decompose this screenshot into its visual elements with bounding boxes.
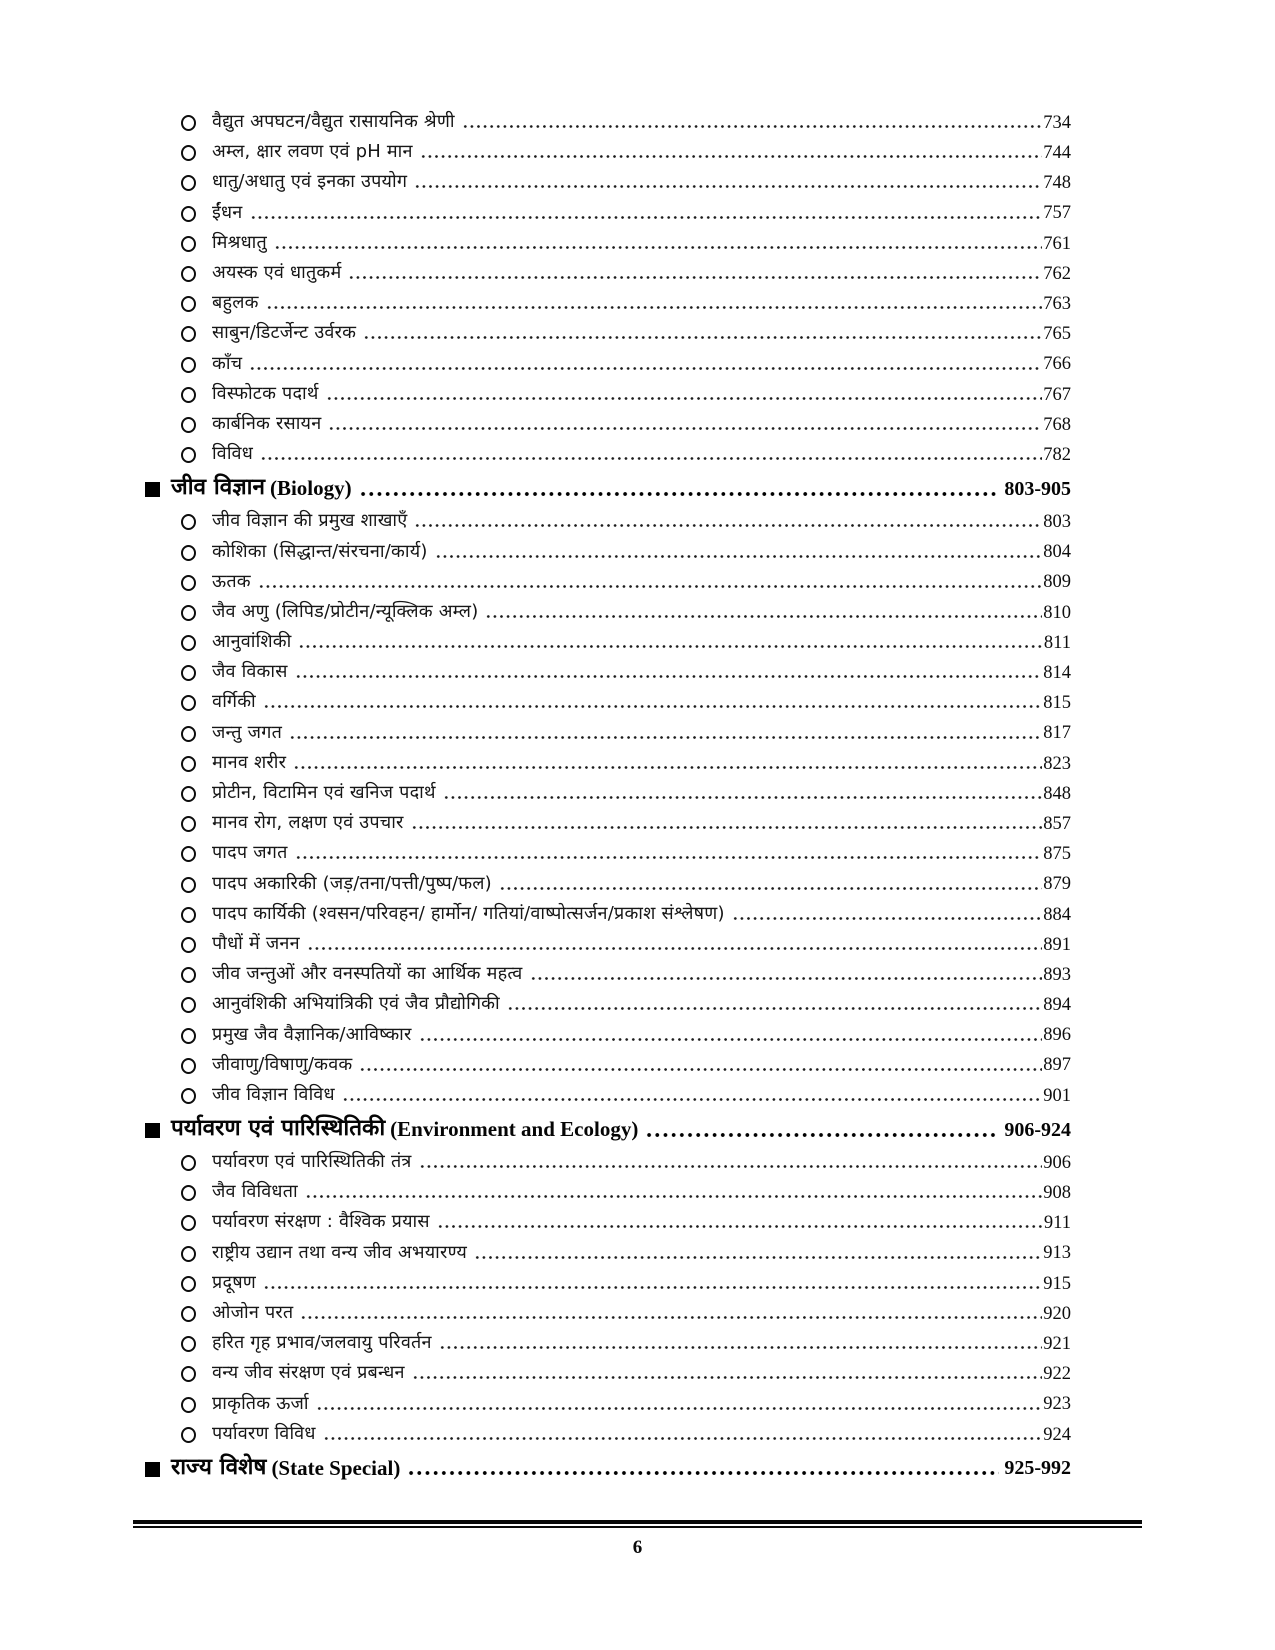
dot-leader: [250, 214, 1043, 221]
toc-item-label: जीव विज्ञान की प्रमुख शाखाएँ: [212, 510, 408, 532]
toc-item-page-number: 767: [1043, 384, 1071, 405]
dot-leader-bold: [645, 1131, 999, 1139]
section-page-range: 925-992: [1004, 1457, 1071, 1480]
dot-leader: [412, 1374, 1043, 1381]
toc-item-label: विविध: [212, 443, 254, 465]
toc-item-page-number: 891: [1043, 934, 1071, 955]
dot-leader: [439, 1344, 1043, 1351]
toc-item-row: [145, 688, 1071, 718]
circle-bullet-icon: [181, 1306, 196, 1322]
toc-item-row: [145, 229, 1071, 259]
toc-item-page-number: 857: [1043, 813, 1071, 834]
toc-item-page-number: 763: [1043, 293, 1071, 314]
circle-bullet-icon: [181, 756, 196, 772]
circle-bullet-icon: [181, 1058, 196, 1074]
dot-leader: [474, 1254, 1042, 1261]
circle-bullet-icon: [181, 846, 196, 862]
dot-leader: [359, 1066, 1042, 1073]
toc-item-row: [145, 380, 1071, 410]
toc-item-label: जैव विविधता: [212, 1181, 298, 1203]
toc-item-label: पौधों में जनन: [212, 932, 300, 954]
circle-bullet-icon: [181, 1397, 196, 1413]
circle-bullet-icon: [181, 326, 196, 342]
toc-item-row: [145, 108, 1071, 138]
circle-bullet-icon: [181, 1246, 196, 1262]
dot-leader: [300, 1314, 1042, 1321]
toc-item-label: जैव विकास: [212, 661, 288, 683]
circle-bullet-icon: [181, 1215, 196, 1231]
toc-item-page-number: 906: [1043, 1152, 1071, 1173]
section-page-range: 906-924: [1004, 1118, 1071, 1141]
dot-leader: [411, 824, 1043, 831]
circle-bullet-icon: [181, 1088, 196, 1104]
dot-leader: [507, 1005, 1042, 1012]
section-title-english: (State Special): [271, 1455, 401, 1480]
circle-bullet-icon: [181, 545, 196, 561]
toc-item-page-number: 922: [1043, 1364, 1071, 1385]
toc-item-page-number: 915: [1043, 1273, 1071, 1294]
toc-item-page-number: 897: [1043, 1055, 1071, 1076]
dot-leader: [414, 522, 1042, 529]
toc-item-page-number: 896: [1043, 1025, 1071, 1046]
dot-leader: [732, 915, 1043, 922]
dot-leader: [263, 1284, 1042, 1291]
toc-item-row: [145, 1148, 1071, 1178]
dot-leader: [263, 703, 1042, 710]
toc-item-label: वर्गिकी: [212, 691, 256, 713]
circle-bullet-icon: [181, 726, 196, 742]
circle-bullet-icon: [181, 695, 196, 711]
dot-leader: [485, 613, 1042, 620]
toc-item-label: मानव शरीर: [212, 751, 287, 773]
circle-bullet-icon: [181, 1185, 196, 1201]
circle-bullet-icon: [181, 1427, 196, 1443]
circle-bullet-icon: [181, 1276, 196, 1292]
dot-leader: [274, 244, 1042, 251]
toc-item-label: ओजोन परत: [212, 1302, 294, 1324]
circle-bullet-icon: [181, 816, 196, 832]
section-page-range: 803-905: [1004, 477, 1071, 500]
toc-item-page-number: 921: [1043, 1333, 1071, 1354]
toc-item-page-number: 766: [1043, 354, 1071, 375]
circle-bullet-icon: [181, 175, 196, 191]
toc-item-page-number: 924: [1043, 1424, 1071, 1445]
toc-item-label: जीव जन्तुओं और वनस्पतियों का आर्थिक महत्व: [212, 963, 523, 985]
toc-item-label: राष्ट्रीय उद्यान तथा वन्य जीव अभयारण्य: [212, 1241, 467, 1263]
toc-item-label: पादप कार्यिकी (श्वसन/परिवहन/ हार्मोन/ गतियां/वाष्पोत्सर्जन/प्रकाश संश्लेषण): [212, 902, 725, 924]
dot-leader: [414, 183, 1042, 190]
square-bullet-icon: [145, 1123, 160, 1138]
circle-bullet-icon: [181, 1366, 196, 1382]
toc-item-label: कोशिका (सिद्धान्त/संरचना/कार्य): [212, 540, 428, 562]
toc-item-page-number: 894: [1043, 995, 1071, 1016]
toc-item-page-number: 901: [1043, 1085, 1071, 1106]
dot-leader: [305, 1193, 1042, 1200]
circle-bullet-icon: [181, 514, 196, 530]
toc-item-row: [145, 1081, 1071, 1111]
toc-item-label: विस्फोटक पदार्थ: [212, 382, 319, 404]
circle-bullet-icon: [181, 1028, 196, 1044]
dot-leader: [323, 1435, 1043, 1442]
dot-leader: [419, 1163, 1043, 1170]
circle-bullet-icon: [181, 266, 196, 282]
toc-item-row: [145, 779, 1071, 809]
dot-leader: [348, 274, 1042, 281]
toc-item-page-number: 920: [1043, 1303, 1071, 1324]
toc-item-row: [145, 1269, 1071, 1299]
dot-leader: [316, 1405, 1043, 1412]
toc-item-page-number: 879: [1043, 874, 1071, 895]
toc-item-row: [145, 870, 1071, 900]
toc-item-page-number: 811: [1043, 632, 1071, 653]
toc-item-page-number: 923: [1043, 1394, 1071, 1415]
toc-item-row: [145, 1178, 1071, 1208]
dot-leader: [419, 1036, 1043, 1043]
circle-bullet-icon: [181, 605, 196, 621]
toc-section-heading-row: [145, 1111, 1071, 1148]
circle-bullet-icon: [181, 967, 196, 983]
toc-item-row: [145, 900, 1071, 930]
dot-leader: [289, 734, 1042, 741]
toc-item-row: [145, 960, 1071, 990]
circle-bullet-icon: [181, 357, 196, 373]
dot-leader: [266, 304, 1043, 311]
toc-item-label: पर्यावरण विविध: [212, 1422, 316, 1444]
toc-item-label: हरित गृह प्रभाव/जलवायु परिवर्तन: [212, 1332, 432, 1354]
toc-item-label: मिश्रधातु: [212, 231, 267, 253]
circle-bullet-icon: [181, 447, 196, 463]
toc-item-page-number: 757: [1043, 203, 1071, 224]
toc-item-row: [145, 289, 1071, 319]
section-title-hindi: पर्यावरण एवं पारिस्थितिकी: [171, 1114, 386, 1141]
toc-item-row: [145, 1020, 1071, 1050]
toc-item-row: [145, 598, 1071, 628]
toc-item-row: [145, 1299, 1071, 1329]
toc-item-row: [145, 628, 1071, 658]
toc-item-label: साबुन/डिटर्जेन्ट उर्वरक: [212, 322, 357, 344]
toc-item-label: पर्यावरण संरक्षण : वैश्विक प्रयास: [212, 1211, 430, 1233]
circle-bullet-icon: [181, 575, 196, 591]
footer-page-number: 6: [632, 1537, 643, 1558]
dot-leader: [260, 455, 1042, 462]
circle-bullet-icon: [181, 1155, 196, 1171]
circle-bullet-icon: [181, 997, 196, 1013]
toc-item-row: [145, 930, 1071, 960]
toc-item-row: [145, 1329, 1071, 1359]
toc-item-row: [145, 138, 1071, 168]
toc-item-row: [145, 350, 1071, 380]
toc-item-row: [145, 658, 1071, 688]
toc-item-row: [145, 319, 1071, 349]
dot-leader: [295, 673, 1043, 680]
dot-leader: [437, 1223, 1043, 1230]
circle-bullet-icon: [181, 907, 196, 923]
toc-item-row: [145, 1051, 1071, 1081]
circle-bullet-icon: [181, 145, 196, 161]
toc-item-page-number: 814: [1043, 663, 1071, 684]
toc-item-page-number: 810: [1043, 602, 1071, 623]
toc-item-label: जन्तु जगत: [212, 721, 283, 743]
circle-bullet-icon: [181, 236, 196, 252]
toc-item-label: पादप अकारिकी (जड़/तना/पत्ती/पुष्प/फल): [212, 872, 492, 894]
toc-item-page-number: 744: [1043, 143, 1071, 164]
dot-leader: [293, 764, 1042, 771]
toc-item-page-number: 893: [1043, 964, 1071, 985]
toc-item-row: [145, 809, 1071, 839]
dot-leader: [298, 643, 1042, 650]
toc-item-label: पर्यावरण एवं पारिस्थितिकी तंत्र: [212, 1151, 412, 1173]
dot-leader: [420, 153, 1043, 160]
dot-leader: [326, 395, 1043, 402]
toc-item-row: [145, 410, 1071, 440]
toc-item-row: [145, 1208, 1071, 1238]
toc-item-row: [145, 749, 1071, 779]
toc-item-row: [145, 440, 1071, 470]
toc-item-label: ऊतक: [212, 570, 251, 592]
toc-item-page-number: 782: [1043, 444, 1071, 465]
toc-item-label: ईंधन: [212, 201, 243, 223]
toc-item-row: [145, 259, 1071, 289]
toc-item-page-number: 748: [1043, 173, 1071, 194]
toc-item-row: [145, 719, 1071, 749]
circle-bullet-icon: [181, 786, 196, 802]
toc-item-label: धातु/अधातु एवं इनका उपयोग: [212, 171, 408, 193]
dot-leader-bold: [359, 490, 1000, 498]
toc-item-row: [145, 1239, 1071, 1269]
circle-bullet-icon: [181, 417, 196, 433]
dot-leader: [499, 885, 1042, 892]
toc-section-heading-row: [145, 1450, 1071, 1487]
toc-item-row: [145, 1359, 1071, 1389]
toc-item-page-number: 809: [1043, 572, 1071, 593]
toc-item-page-number: 913: [1043, 1243, 1071, 1264]
dot-leader: [443, 794, 1043, 801]
toc-item-label: प्रमुख जैव वैज्ञानिक/आविष्कार: [212, 1023, 412, 1045]
table-of-contents: [145, 108, 1071, 1487]
section-title-hindi: राज्य विशेष: [171, 1453, 267, 1480]
dot-leader-bold: [407, 1469, 999, 1477]
circle-bullet-icon: [181, 1336, 196, 1352]
circle-bullet-icon: [181, 937, 196, 953]
toc-item-page-number: 803: [1043, 512, 1071, 533]
circle-bullet-icon: [181, 115, 196, 131]
toc-item-label: आनुवांशिकी: [212, 631, 292, 653]
section-title-english: (Biology): [269, 476, 352, 501]
section-title-hindi: जीव विज्ञान: [171, 474, 265, 500]
toc-item-page-number: 848: [1043, 783, 1071, 804]
toc-item-label: प्राकृतिक ऊर्जा: [212, 1392, 309, 1414]
toc-item-page-number: 911: [1043, 1213, 1071, 1234]
dot-leader: [342, 1096, 1043, 1103]
toc-item-row: [145, 537, 1071, 567]
toc-item-page-number: 817: [1043, 723, 1071, 744]
toc-item-row: [145, 1420, 1071, 1450]
toc-item-page-number: 761: [1043, 233, 1071, 254]
square-bullet-icon: [145, 482, 160, 497]
toc-item-row: [145, 507, 1071, 537]
toc-item-label: जीव विज्ञान विविध: [212, 1083, 335, 1105]
toc-item-page-number: 762: [1043, 263, 1071, 284]
toc-item-label: कार्बनिक रसायन: [212, 412, 322, 434]
toc-item-page-number: 875: [1043, 844, 1071, 865]
circle-bullet-icon: [181, 665, 196, 681]
toc-item-label: काँच: [212, 352, 243, 374]
dot-leader: [249, 365, 1042, 372]
toc-item-row: [145, 1390, 1071, 1420]
toc-item-label: वन्य जीव संरक्षण एवं प्रबन्धन: [212, 1362, 405, 1384]
dot-leader: [363, 334, 1042, 341]
toc-item-row: [145, 199, 1071, 229]
toc-item-label: आनुवंशिकी अभियांत्रिकी एवं जैव प्रौद्योगिकी: [212, 993, 500, 1015]
dot-leader: [530, 975, 1043, 982]
circle-bullet-icon: [181, 635, 196, 651]
toc-item-page-number: 908: [1043, 1183, 1071, 1204]
toc-item-page-number: 815: [1043, 693, 1071, 714]
toc-item-row: [145, 568, 1071, 598]
toc-item-page-number: 823: [1043, 753, 1071, 774]
toc-item-label: वैद्युत अपघटन/वैद्युत रासायनिक श्रेणी: [212, 111, 455, 133]
toc-item-label: प्रदूषण: [212, 1271, 257, 1293]
dot-leader: [328, 425, 1042, 432]
dot-leader: [258, 583, 1042, 590]
toc-item-label: जीवाणु/विषाणु/कवक: [212, 1053, 353, 1075]
toc-item-row: [145, 839, 1071, 869]
toc-item-row: [145, 168, 1071, 198]
toc-item-label: मानव रोग, लक्षण एवं उपचार: [212, 812, 404, 834]
toc-item-label: पादप जगत: [212, 842, 288, 864]
toc-item-label: बहुलक: [212, 292, 259, 314]
toc-item-page-number: 765: [1043, 324, 1071, 345]
circle-bullet-icon: [181, 877, 196, 893]
toc-item-label: अयस्क एवं धातुकर्म: [212, 262, 342, 284]
circle-bullet-icon: [181, 387, 196, 403]
toc-item-label: प्रोटीन, विटामिन एवं खनिज पदार्थ: [212, 782, 436, 804]
dot-leader: [462, 123, 1043, 130]
circle-bullet-icon: [181, 296, 196, 312]
dot-leader: [295, 854, 1043, 861]
toc-section-heading-row: [145, 470, 1071, 507]
square-bullet-icon: [145, 1462, 160, 1477]
toc-item-page-number: 768: [1043, 414, 1071, 435]
dot-leader: [307, 945, 1042, 952]
dot-leader: [435, 553, 1043, 560]
footer-double-rule: [133, 1520, 1142, 1528]
toc-item-page-number: 804: [1043, 542, 1071, 563]
toc-item-page-number: 734: [1043, 112, 1071, 133]
toc-item-label: जैव अणु (लिपिड/प्रोटीन/न्यूक्लिक अम्ल): [212, 600, 479, 622]
circle-bullet-icon: [181, 206, 196, 222]
section-title-english: (Environment and Ecology): [390, 1117, 639, 1141]
toc-item-row: [145, 990, 1071, 1020]
toc-item-page-number: 884: [1043, 904, 1071, 925]
toc-item-label: अम्ल, क्षार लवण एवं pH मान: [212, 141, 413, 163]
